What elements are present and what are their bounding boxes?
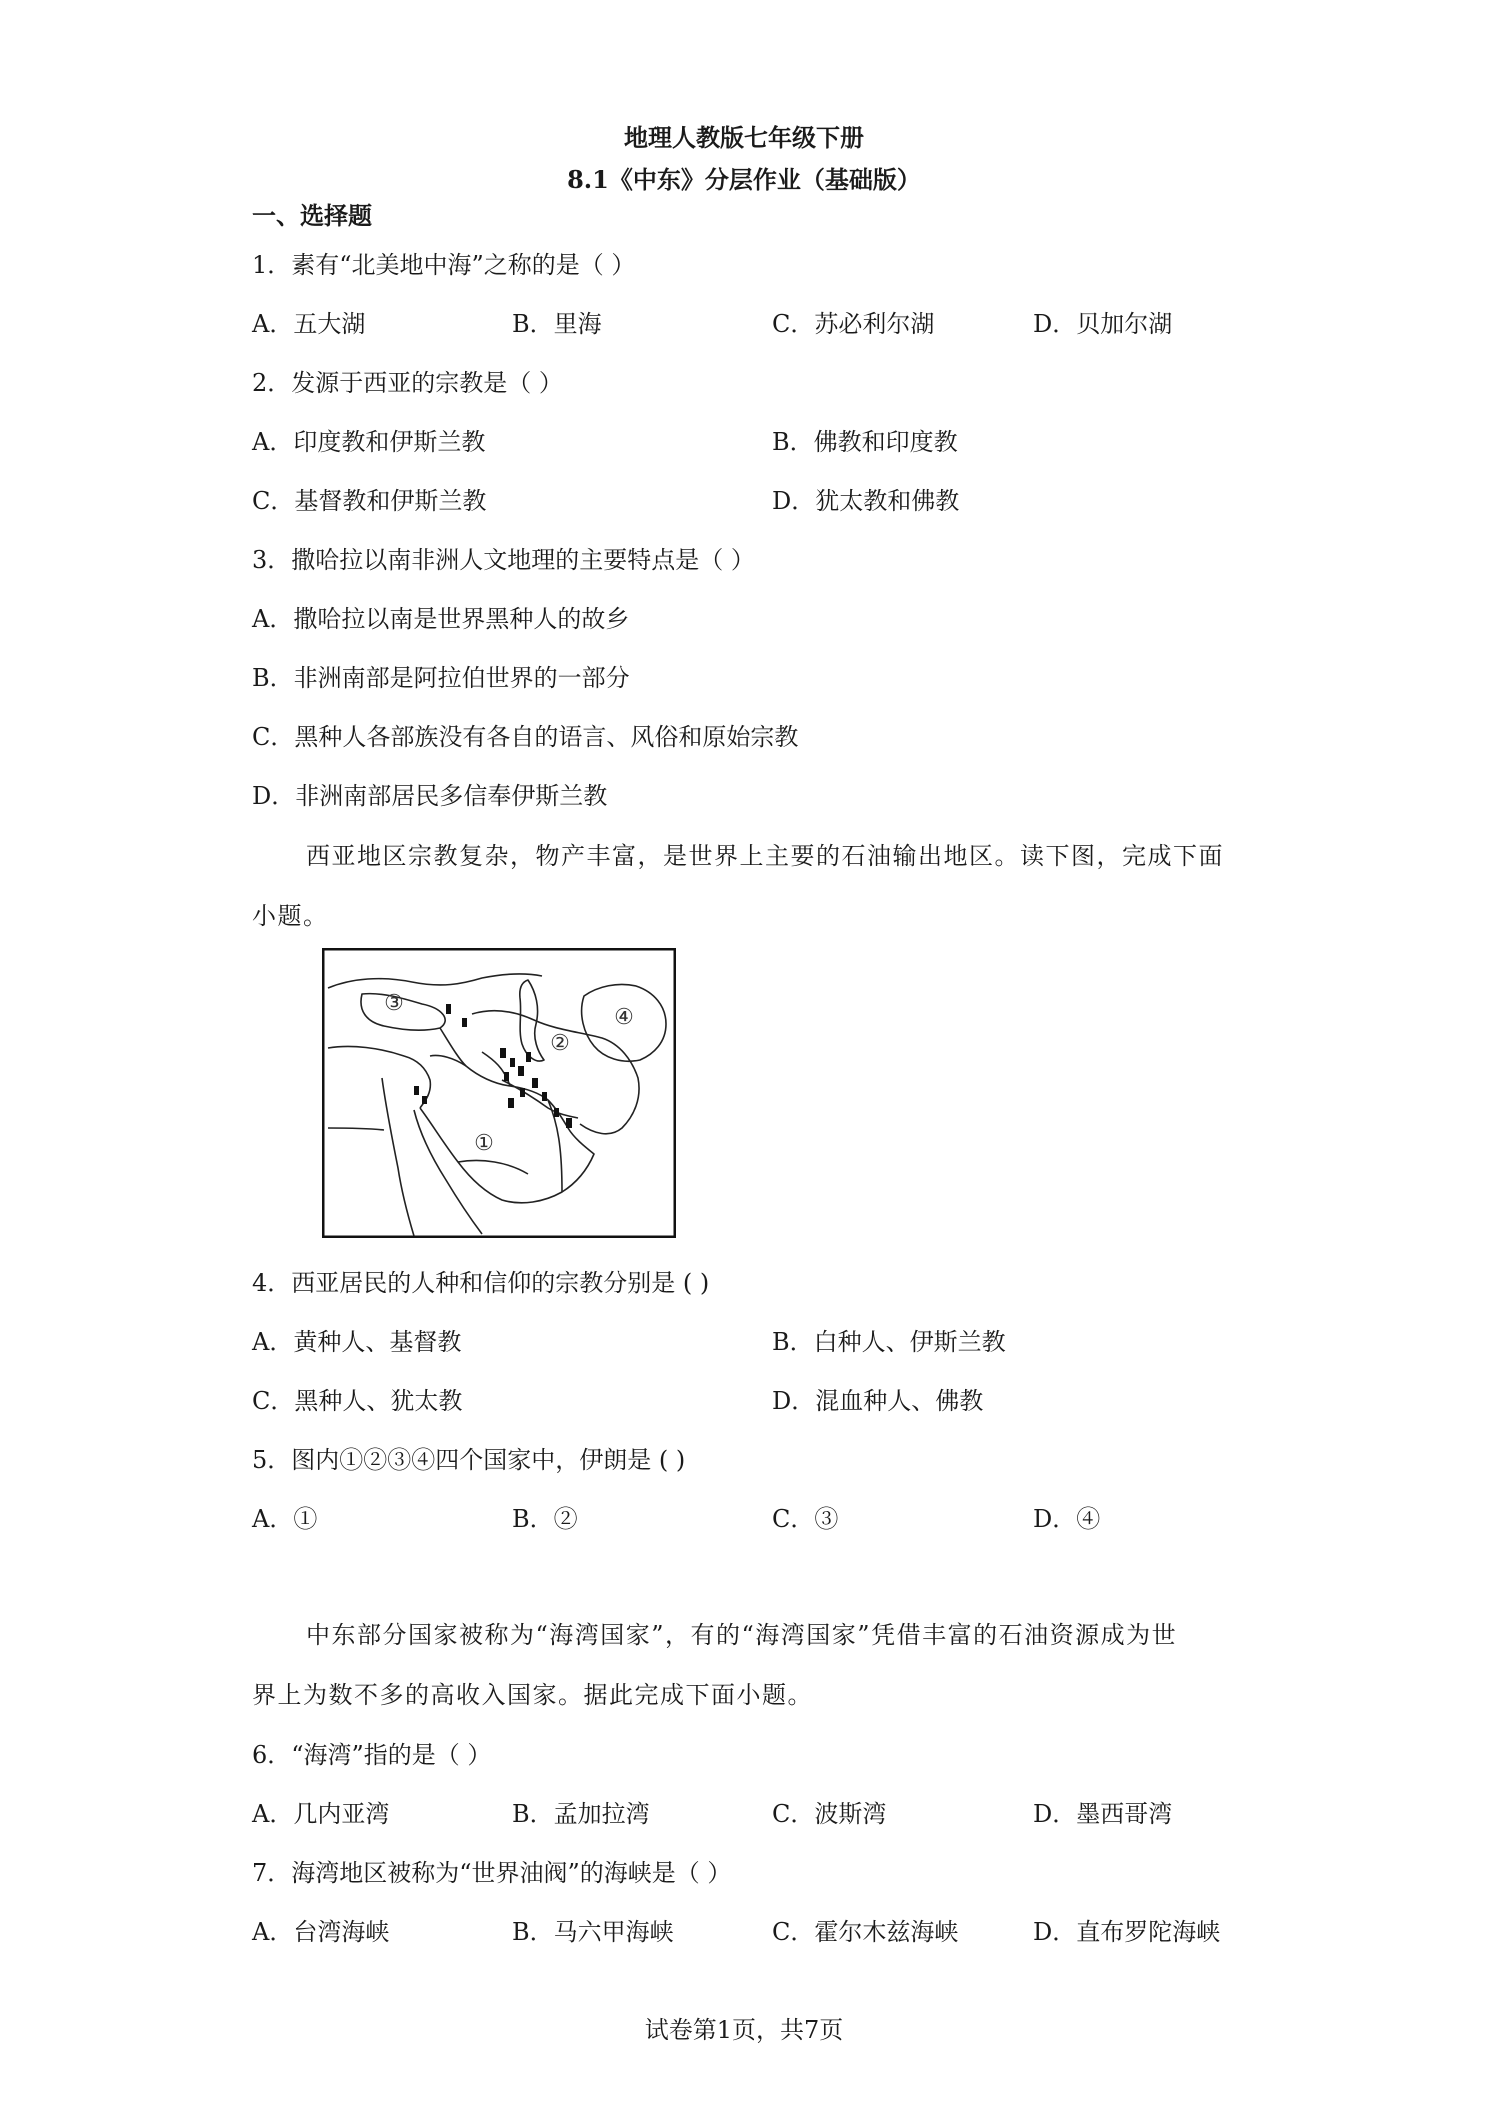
question-1-option-c: C．苏必利尔湖 [772,310,935,338]
middle-east-map [322,948,676,1238]
passage-1-line-2: 小题。 [252,902,329,930]
question-5-option-c: C．③ [772,1505,839,1533]
question-7-option-b: B．马六甲海峡 [512,1918,674,1946]
question-4-option-c: C．黑种人、犹太教 [252,1387,463,1415]
question-2-option-c: C．基督教和伊斯兰教 [252,487,487,515]
page-number: 试卷第1页，共7页 [644,2016,844,2044]
question-6-option-c: C．波斯湾 [772,1800,887,1828]
map-label-1: ① [474,1131,494,1156]
map-label-2: ② [550,1031,570,1056]
question-7-option-a: A．台湾海峡 [252,1918,390,1946]
question-2-option-a: A．印度教和伊斯兰教 [252,428,486,456]
question-5-stem: 5．图内①②③④四个国家中，伊朗是 ( ) [252,1446,686,1474]
question-3-option-b: B．非洲南部是阿拉伯世界的一部分 [252,664,630,692]
question-6-option-a: A．几内亚湾 [252,1800,390,1828]
question-5-option-b: B．② [512,1505,578,1533]
question-4-option-d: D．混血种人、佛教 [772,1387,984,1415]
question-2-stem: 2．发源于西亚的宗教是（ ） [252,369,563,397]
question-1-option-b: B．里海 [512,310,602,338]
document-subtitle: 8.1《中东》分层作业（基础版） [567,165,921,194]
map-label-3: ③ [384,991,404,1016]
question-1-stem: 1．素有“北美地中海”之称的是（ ） [252,251,636,279]
map-label-4: ④ [614,1005,634,1030]
question-6-stem: 6．“海湾”指的是（ ） [252,1741,492,1769]
passage-2-line-1: 中东部分国家被称为“海湾国家”，有的“海湾国家”凭借丰富的石油资源成为世 [306,1621,1178,1649]
question-3-option-a: A．撒哈拉以南是世界黑种人的故乡 [252,605,630,633]
question-7-stem: 7．海湾地区被称为“世界油阀”的海峡是（ ） [252,1859,732,1887]
section-heading: 一、选择题 [252,201,372,230]
document-title: 地理人教版七年级下册 [624,123,864,152]
question-5-option-d: D．④ [1033,1505,1101,1533]
question-7-option-d: D．直布罗陀海峡 [1033,1918,1221,1946]
question-5-option-a: A．① [252,1505,318,1533]
question-1-option-a: A．五大湖 [252,310,366,338]
passage-2-line-2: 界上为数不多的高收入国家。据此完成下面小题。 [252,1681,813,1709]
passage-1-line-1: 西亚地区宗教复杂，物产丰富，是世界上主要的石油输出地区。读下图，完成下面 [306,842,1224,870]
question-2-option-d: D．犹太教和佛教 [772,487,960,515]
question-2-option-b: B．佛教和印度教 [772,428,958,456]
question-4-option-b: B．白种人、伊斯兰教 [772,1328,1006,1356]
question-4-option-a: A．黄种人、基督教 [252,1328,462,1356]
question-3-stem: 3．撒哈拉以南非洲人文地理的主要特点是（ ） [252,546,755,574]
question-4-stem: 4．西亚居民的人种和信仰的宗教分别是 ( ) [252,1269,710,1297]
question-6-option-b: B．孟加拉湾 [512,1800,650,1828]
question-7-option-c: C．霍尔木兹海峡 [772,1918,959,1946]
question-6-option-d: D．墨西哥湾 [1033,1800,1173,1828]
question-3-option-d: D．非洲南部居民多信奉伊斯兰教 [252,782,608,810]
question-3-option-c: C．黑种人各部族没有各自的语言、风俗和原始宗教 [252,723,799,751]
question-1-option-d: D．贝加尔湖 [1033,310,1173,338]
